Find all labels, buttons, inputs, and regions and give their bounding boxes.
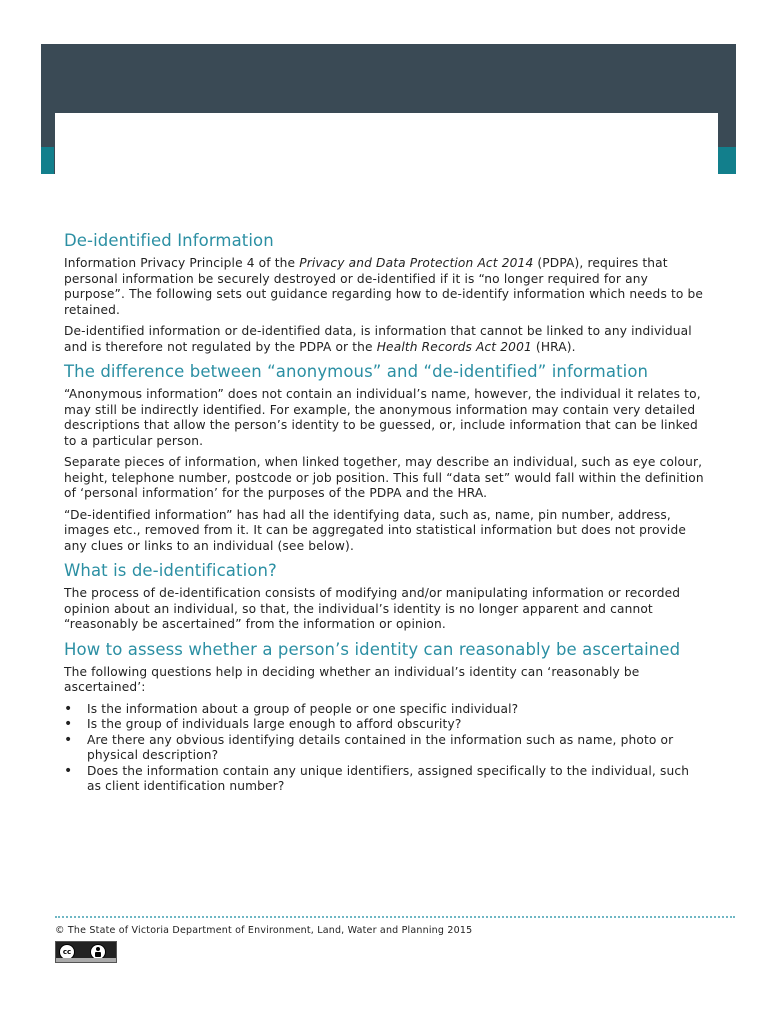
- paragraph: De-identified information or de-identified data, is information that cannot be linked to any individual and is therefore not regulated by the PDPA or the Health Records Act 2001 (HRA).: [64, 324, 692, 354]
- question-list: [64, 702, 704, 795]
- header-accent-left: [41, 147, 54, 174]
- header-accent-right: [718, 147, 736, 174]
- paragraph: The process of de-identification consists of modifying and/or manipulating information or recorded opinion about an individual, so that, the individual’s identity is no longer apparent and cannot “reasonably be ascertained” from the information or opinion.: [64, 586, 681, 631]
- paragraph: Information Privacy Principle 4 of the Privacy and Data Protection Act 2014 (PDPA), requires that personal information be securely destroyed or de-identified if it is “no longer required for any purpose”. The following sets out guidance regarding how to de-identify information which needs to be retained.: [64, 256, 704, 317]
- copyright-text: © The State of Victoria Department of Environment, Land, Water and Planning 2015: [55, 925, 473, 936]
- section-heading: How to assess whether a person’s identity can reasonably be ascertained: [64, 639, 681, 659]
- license-bar: [56, 958, 116, 962]
- paragraph: “De-identified information” has had all the identifying data, such as, name, pin number, address, images etc., removed from it. It can be aggregated into statistical information but does not provide any clues or links to an individual (see below).: [64, 507, 686, 553]
- section-anonymous-vs-deidentified: [64, 361, 704, 554]
- paragraph: The following questions help in deciding whether an individual’s identity can ‘reasonably be ascertained’:: [64, 664, 640, 694]
- footer-divider: [55, 916, 735, 918]
- paragraph: Separate pieces of information, when linked together, may describe an individual, such as eye colour, height, telephone number, postcode or job position. This full “data set” would fall within the definition of ‘personal information’ for the purposes of the PDPA and the HRA.: [64, 455, 704, 500]
- cc-by-icon: [55, 941, 117, 963]
- paragraph: “Anonymous information” does not contain an individual’s name, however, the individual it relates to, may still be indirectly identified. For example, the anonymous information may contain very detailed descriptions that allow the person’s identity to be guessed, or, include information that can be linked to a particular person.: [64, 387, 701, 448]
- cc-icon: cc: [59, 944, 75, 960]
- section-de-identified-information: [64, 230, 704, 355]
- header-title-box: [55, 113, 718, 175]
- document-body: [64, 230, 704, 795]
- section-assess-identity: [64, 639, 704, 795]
- section-what-is-deidentification: [64, 560, 704, 633]
- section-heading: The difference between “anonymous” and “de-identified” information: [64, 362, 649, 381]
- section-heading: What is de-identification?: [64, 561, 277, 580]
- list-item: • Does the information contain any unique identifiers, assigned specifically to the individual, such as client identification number?: [64, 764, 704, 795]
- section-heading: De-identified Information: [64, 231, 274, 250]
- list-item: • Is the group of individuals large enough to afford obscurity?: [64, 717, 704, 733]
- list-item: • Is the information about a group of people or one specific individual?: [64, 702, 704, 718]
- list-item: • Are there any obvious identifying details contained in the information such as name, photo or physical description?: [64, 733, 704, 764]
